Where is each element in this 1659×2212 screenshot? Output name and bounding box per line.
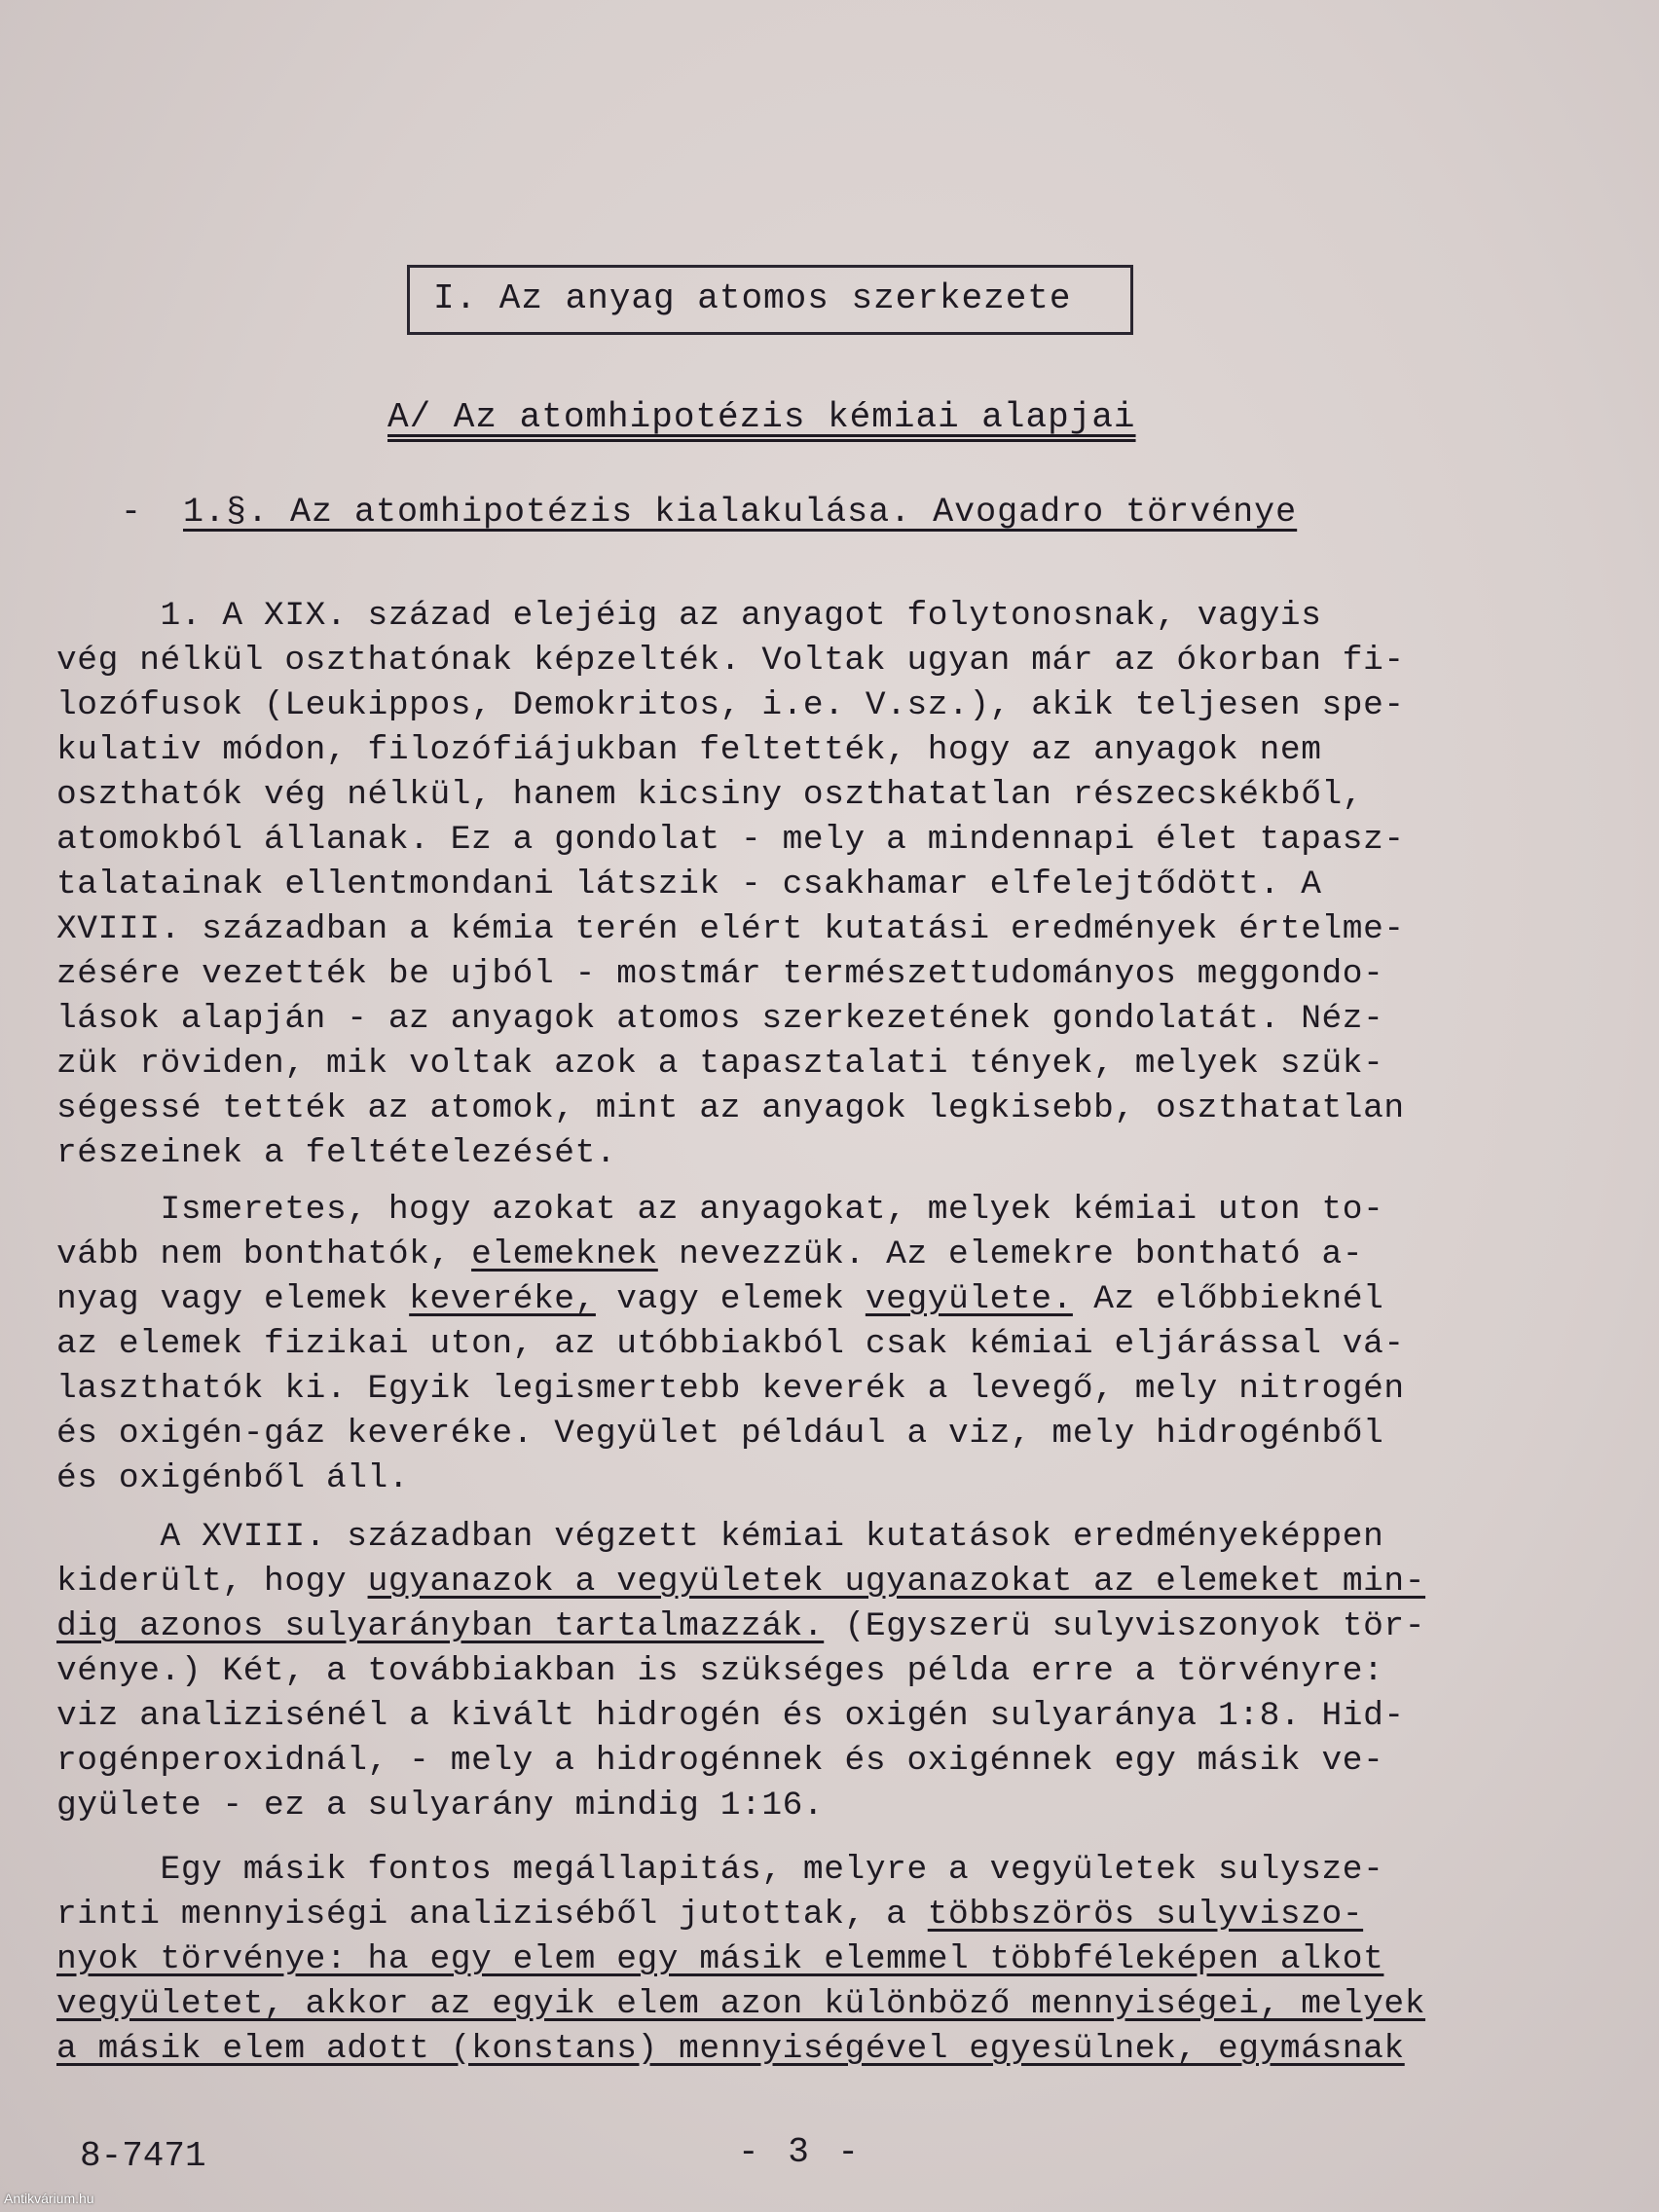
text-line: nyok törvénye: ha egy elem egy másik elemmel többféleképen alkot bbox=[56, 1940, 1384, 1978]
document-code: 8-7471 bbox=[80, 2136, 206, 2176]
text-line: oszthatók vég nélkül, hanem kicsiny oszthatatlan részecskékből, bbox=[56, 776, 1364, 814]
text-line: Egy másik fontos megállapitás, melyre a vegyületek sulysze- bbox=[56, 1851, 1384, 1889]
text-line: gyülete - ez a sulyarány mindig 1:16. bbox=[56, 1787, 825, 1825]
text-line: laszthatók ki. Egyik legismertebb keverék a levegő, mely nitrogén bbox=[56, 1370, 1405, 1408]
text-line: talatainak ellentmondani látszik - csakhamar elfelejtődött. A bbox=[56, 866, 1322, 903]
text-line: nyag vagy elemek keveréke, vagy elemek vegyülete. Az előbbieknél bbox=[56, 1280, 1384, 1318]
text-line: részeinek a feltételezését. bbox=[56, 1134, 617, 1172]
text-line: kiderült, hogy ugyanazok a vegyületek ugyanazokat az elemeket min- bbox=[56, 1563, 1426, 1601]
text-line: rinti mennyiségi analiziséből jutottak, a többszörös sulyviszo- bbox=[56, 1896, 1364, 1934]
text-line: lozófusok (Leukippos, Demokritos, i.e. V.sz.), akik teljesen spe- bbox=[56, 686, 1405, 724]
text-line: vegyületet, akkor az egyik elem azon különböző mennyiségei, melyek bbox=[56, 1985, 1426, 2023]
text-line: lások alapján - az anyagok atomos szerkezetének gondolatát. Néz- bbox=[56, 1000, 1384, 1038]
section-heading: 1.§. Az atomhipotézis kialakulása. Avogadro törvénye bbox=[183, 493, 1298, 532]
text-line: az elemek fizikai uton, az utóbbiakból csak kémiai eljárással vá- bbox=[56, 1325, 1405, 1363]
text-line: ségessé tették az atomok, mint az anyagok legkisebb, oszthatatlan bbox=[56, 1089, 1405, 1127]
chapter-title: I. Az anyag atomos szerkezete bbox=[407, 265, 1133, 335]
text-line: viz analizisénél a kivált hidrogén és oxigén sulyaránya 1:8. Hid- bbox=[56, 1697, 1405, 1735]
text-line: és oxigénből áll. bbox=[56, 1459, 410, 1497]
paragraph-4 bbox=[56, 1848, 1575, 2072]
paragraph-1 bbox=[56, 594, 1575, 1176]
page-number: - 3 - bbox=[738, 2132, 864, 2172]
text-line: rogénperoxidnál, - mely a hidrogénnek és oxigénnek egy másik ve- bbox=[56, 1742, 1384, 1780]
text-line: A XVIII. században végzett kémiai kutatások eredményeképpen bbox=[56, 1518, 1384, 1556]
paragraph-3 bbox=[56, 1515, 1575, 1828]
text-line: zük röviden, mik voltak azok a tapasztalati tények, melyek szük- bbox=[56, 1045, 1384, 1083]
text-line: vénye.) Két, a továbbiakban is szükséges példa erre a törvényre: bbox=[56, 1652, 1384, 1690]
section-bullet: - bbox=[121, 493, 142, 532]
text-line: dig azonos sulyarányban tartalmazzák. (Egyszerü sulyviszonyok tör- bbox=[56, 1607, 1426, 1645]
text-line: kulativ módon, filozófiájukban feltették, hogy az anyagok nem bbox=[56, 731, 1322, 769]
text-line: vég nélkül oszthatónak képzelték. Voltak ugyan már az ókorban fi- bbox=[56, 642, 1405, 680]
watermark: Antikvárium.hu bbox=[4, 2191, 94, 2206]
text-line: és oxigén-gáz keveréke. Vegyület például a viz, mely hidrogénből bbox=[56, 1415, 1384, 1453]
text-line: vább nem bonthatók, elemeknek nevezzük. Az elemekre bontható a- bbox=[56, 1235, 1364, 1273]
text-line: 1. A XIX. század elejéig az anyagot folytonosnak, vagyis bbox=[56, 597, 1322, 635]
text-line: a másik elem adott (konstans) mennyiségével egyesülnek, egymásnak bbox=[56, 2030, 1405, 2068]
text-line: atomokból állanak. Ez a gondolat - mely a mindennapi élet tapasz- bbox=[56, 821, 1405, 859]
subheading: A/ Az atomhipotézis kémiai alapjai bbox=[387, 397, 1136, 437]
text-line: XVIII. században a kémia terén elért kutatási eredmények értelme- bbox=[56, 910, 1405, 948]
text-line: zésére vezették be ujból - mostmár természettudományos meggondo- bbox=[56, 955, 1384, 993]
text-line: Ismeretes, hogy azokat az anyagokat, melyek kémiai uton to- bbox=[56, 1191, 1384, 1229]
paragraph-2 bbox=[56, 1188, 1575, 1501]
